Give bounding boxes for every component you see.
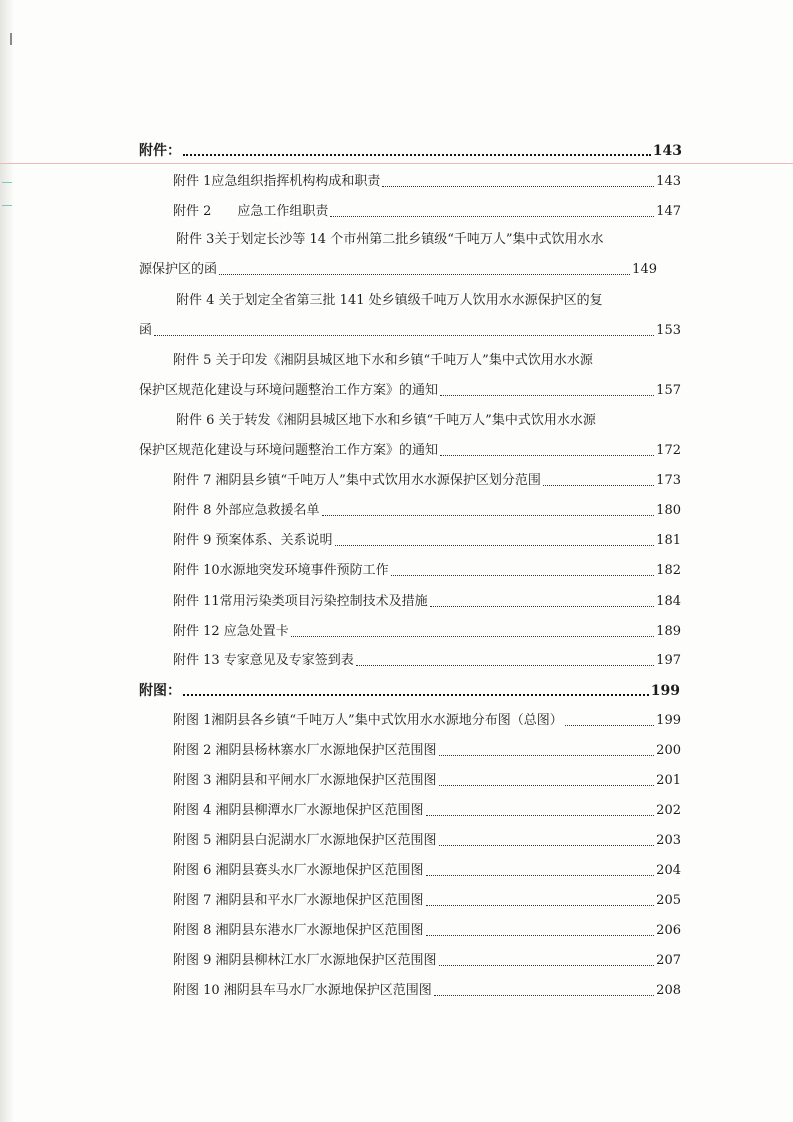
toc-page-number: 184 (656, 594, 681, 609)
toc-entry-label: 保护区规范化建设与环境问题整治工作方案》的通知 (139, 383, 439, 398)
toc-page-number: 197 (656, 653, 681, 668)
toc-leader (439, 965, 655, 966)
toc-leader (440, 455, 654, 456)
toc-page-number: 199 (656, 713, 681, 728)
toc-page-number: 143 (656, 174, 681, 189)
toc-leader (439, 785, 655, 786)
toc-page-number: 143 (652, 143, 682, 159)
toc-entry-label: 附图 4 湘阴县柳潭水厂水源地保护区范围图 (173, 803, 424, 818)
toc-heading-figures[interactable] (139, 683, 680, 699)
toc-entry[interactable] (173, 204, 681, 220)
toc-entry[interactable] (173, 503, 681, 519)
toc-leader (426, 935, 655, 936)
toc-entry-label: 保护区规范化建设与环境问题整治工作方案》的通知 (139, 443, 439, 458)
toc-leader (426, 815, 655, 816)
toc-page-number: 202 (656, 803, 681, 818)
toc-leader (439, 845, 655, 846)
toc-leader (219, 274, 630, 275)
toc-entry-label: 附图 8 湘阴县东港水厂水源地保护区范围图 (173, 923, 424, 938)
toc-entry-label: 附件 13 专家意见及专家签到表 (173, 653, 354, 668)
toc-leader (183, 694, 649, 696)
toc-page-number: 203 (656, 833, 681, 848)
toc-leader (330, 216, 654, 217)
toc-page-number: 153 (656, 323, 681, 338)
toc-entry-label-line1: 附件 4 关于划定全省第三批 141 处乡镇级千吨万人饮用水水源保护区的复 (176, 293, 603, 308)
toc-page-number: 189 (656, 624, 681, 639)
toc-leader (154, 335, 654, 336)
toc-leader (430, 606, 654, 607)
toc-entry-label: 附图 9 湘阴县柳林江水厂水源地保护区范围图 (173, 953, 437, 968)
toc-entry[interactable] (173, 563, 681, 579)
toc-entry[interactable] (173, 743, 681, 759)
toc-leader (440, 395, 654, 396)
toc-leader (439, 755, 655, 756)
toc-page-number: 182 (656, 563, 681, 578)
toc-entry[interactable] (173, 803, 681, 819)
toc-entry-label: 附件 2 应急工作组职责 (173, 204, 329, 219)
toc-page-number: 208 (656, 983, 681, 998)
toc-entry-label: 附图 3 湘阴县和平闸水厂水源地保护区范围图 (173, 773, 437, 788)
toc-heading-label: 附件： (139, 143, 181, 159)
toc-entry-label: 附件 11常用污染类项目污染控制技术及措施 (173, 594, 428, 609)
toc-entry-label: 附图 1湘阴县各乡镇“千吨万人”集中式饮用水水源地分布图（总图） (173, 713, 563, 728)
toc-entry[interactable] (173, 773, 681, 789)
toc-page-number: 199 (650, 683, 680, 699)
toc-entry-label: 附件 9 预案体系、关系说明 (173, 533, 333, 548)
toc-entry-label-line1: 附件 5 关于印发《湘阴县城区地下水和乡镇“千吨万人”集中式饮用水水源 (173, 353, 593, 368)
toc-entry-label-line1: 附件 3关于划定长沙等 14 个市州第二批乡镇级“千吨万人”集中式饮用水水 (176, 232, 604, 247)
toc-page-number: 149 (632, 262, 657, 277)
toc-heading-attachments[interactable] (139, 143, 682, 159)
toc-leader (565, 725, 654, 726)
toc-entry[interactable] (173, 174, 681, 190)
toc-page-number: 173 (656, 473, 681, 488)
toc-leader (356, 665, 654, 666)
toc-entry[interactable] (173, 624, 681, 640)
toc-page-number: 200 (656, 743, 681, 758)
toc-entry-label: 函 (139, 323, 153, 338)
toc-entry-label: 附件 7 湘阴县乡镇“千吨万人”集中式饮用水水源保护区划分范围 (173, 473, 541, 488)
toc-entry[interactable] (173, 533, 681, 549)
toc-entry-label: 附件 12 应急处置卡 (173, 624, 289, 639)
toc-page-number: 172 (656, 443, 681, 458)
toc-leader (183, 154, 651, 156)
toc-heading-label: 附图： (139, 683, 181, 699)
toc-leader (426, 875, 655, 876)
toc-page-number: 207 (656, 953, 681, 968)
toc-page-number: 206 (656, 923, 681, 938)
toc-entry[interactable] (173, 983, 681, 999)
toc-entry-label: 附件 8 外部应急救援名单 (173, 503, 320, 518)
toc-entry[interactable] (173, 653, 681, 669)
toc-page-number: 204 (656, 863, 681, 878)
toc-leader (543, 485, 654, 486)
toc-entry-label: 附图 5 湘阴县白泥湖水厂水源地保护区范围图 (173, 833, 437, 848)
toc-entry[interactable] (173, 923, 681, 939)
toc-entry[interactable] (173, 893, 681, 909)
toc-leader (382, 186, 654, 187)
toc-entry[interactable] (173, 594, 681, 610)
toc-page-number: 180 (656, 503, 681, 518)
toc-leader (434, 995, 654, 996)
toc-entry-label: 附图 6 湘阴县赛头水厂水源地保护区范围图 (173, 863, 424, 878)
toc-entry-label: 附图 7 湘阴县和平水厂水源地保护区范围图 (173, 893, 424, 908)
toc-entry-label: 附图 10 湘阴县车马水厂水源地保护区范围图 (173, 983, 432, 998)
toc-page-number: 205 (656, 893, 681, 908)
toc-entry[interactable] (139, 383, 681, 399)
toc-entry[interactable] (173, 863, 681, 879)
toc-entry-label: 源保护区的函 (139, 262, 218, 277)
toc-entry-label: 附件 10水源地突发环境事件预防工作 (173, 563, 389, 578)
toc-leader (335, 545, 655, 546)
toc-leader (322, 515, 655, 516)
toc-entry[interactable] (139, 262, 657, 278)
toc-page-number: 147 (656, 204, 681, 219)
toc-leader (391, 575, 654, 576)
toc-leader (291, 636, 654, 637)
toc-leader (426, 905, 655, 906)
toc-entry[interactable] (173, 833, 681, 849)
toc-entry-label: 附件 1应急组织指挥机构构成和职责 (173, 174, 381, 189)
toc-page-number: 157 (656, 383, 681, 398)
toc-entry[interactable] (173, 473, 681, 489)
toc-entry-label: 附图 2 湘阴县杨林寨水厂水源地保护区范围图 (173, 743, 437, 758)
toc-entry[interactable] (173, 953, 681, 969)
toc-entry[interactable] (173, 713, 681, 729)
toc-page-number: 201 (656, 773, 681, 788)
toc-page-number: 181 (656, 533, 681, 548)
toc-entry[interactable] (139, 443, 681, 459)
toc-entry-label-line1: 附件 6 关于转发《湘阴县城区地下水和乡镇“千吨万人”集中式饮用水水源 (176, 413, 596, 428)
toc-entry[interactable] (139, 323, 681, 339)
